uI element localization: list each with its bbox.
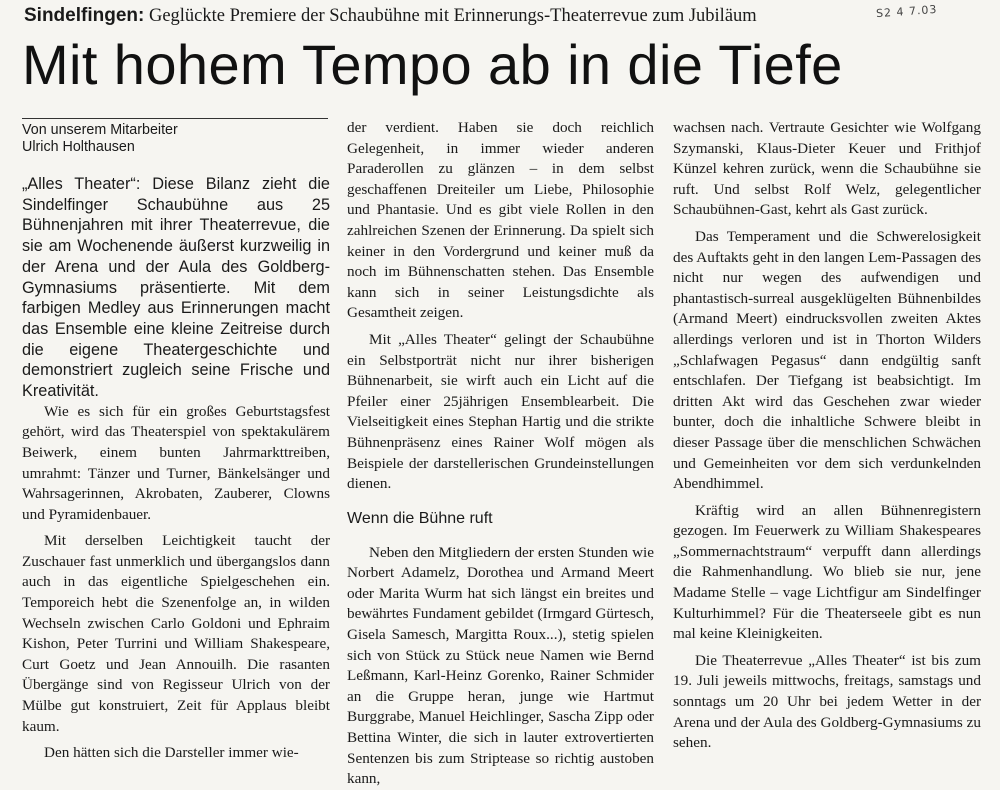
col3-paragraph-1: wachsen nach. Vertraute Gesichter wie Wolfgang Szymanski, Klaus-Dieter Keuer und Frithjof Künzel kehren zurück, wenn die Schaubühne sie ruft. Und selbst Rolf Welz, gelegentlicher Schaubühnen-Gast, kehrt als Gast zurück. — [673, 119, 981, 219]
lead-paragraph: „Alles Theater“: Diese Bilanz zieht die Sindelfinger Schaubühne aus 25 Bühnenjahren mit ihrer Theaterrevue, die sie am Wochenende äußerst kurzweilig in der Arena und der Aula des Goldberg-Gymnasiums präsentierte. Mit dem farbigen Medley aus Erinnerungen macht das Ensemble eine kleine Zeitreise durch die eigene Theatergeschichte und demonstriert zugleich seine Frische und Kreativität. — [22, 175, 330, 401]
kicker-line — [24, 4, 984, 28]
handwritten-note: S2 4 7.03 — [875, 2, 938, 21]
col3-paragraph-3: Kräftig wird an allen Bühnenregistern gezogen. Im Feuerwerk zu William Shakespeares „Sommernachtstraum“ verpufft dann allerdings die Rahmenhandlung. Wo blieb sie nur, jene Madame Stelle – vage Lichtfigur am Sindelfinger Kulturhimmel? Für die Theaterseele gibt es nun mal keine Kleinigkeiten. — [673, 501, 981, 643]
subheading: Wenn die Bühne ruft — [347, 509, 493, 527]
kicker-text: Geglückte Premiere der Schaubühne mit Erinnerungs-Theaterrevue zum Jubiläum — [148, 6, 757, 26]
col3-paragraph-4: Die Theaterrevue „Alles Theater“ ist bis zum 19. Juli jeweils mittwochs, freitags, samstags und sonntags um 20 Uhr bei jedem Wetter in der Arena und der Aula des Goldberg-Gymnasiums zu sehen. — [673, 651, 981, 752]
byline-rule — [22, 118, 328, 119]
col2-paragraph-3: Neben den Mitgliedern der ersten Stunden wie Norbert Adamelz, Dorothea und Armand Meert oder Marita Wurm hat sich längst ein breites und bewährtes Fundament gebildet (Irmgard Gürtesch, Gisela Samesch, Margitta Roux...), stetig spielen sich von Stück zu Stück neue Namen wie Bernd Leßmann, Karl-Heinz Gorenko, Rainer Schmider an die Gruppe heran, junge wie Hartmut Burggrabe, Manuel Heichlinger, Sascha Zipp oder Bettina Winter, die sich in lauter extrovertierten Sentenzen bis zum Striptease so richtig austoben kann, — [347, 543, 654, 788]
col2-paragraph-1: der verdient. Haben sie doch reichlich Gelegenheit, in immer wieder anderen Paraderollen zu glänzen – in dem selbst geschaffenen Dreiteiler um Liebe, Philosophie und Phantasie. Und es gibt viele Rollen in den zahlreichen Szenen der Erinnerung. Da spielt sich keiner in den Vordergrund und keiner muß da noch im Bühnenschatten stehen. Das Ensemble kann sich in seiner Leistungsdichte als Gesamtheit zeigen. — [347, 119, 654, 322]
col2-paragraph-2: Mit „Alles Theater“ gelingt der Schaubühne ein Selbstporträt nicht nur ihrer bisherigen Bühnenarbeit, sie wirft auch ein Licht auf die Pfeiler einer 25jährigen Ensemblearbeit. Die Vielseitigkeit eines Stephan Hartig und die strikte Bühnenpräsenz eines Rainer Wolf mögen als Beispiele der darstellerischen Grundeinstellungen dienen. — [347, 330, 654, 493]
column-2 — [347, 118, 654, 790]
column-3 — [673, 118, 981, 754]
headline: Mit hohem Tempo ab in die Tiefe — [22, 33, 843, 96]
col1-paragraph-2: Mit derselben Leichtigkeit taucht der Zuschauer fast unmerklich und übergangslos dann auch in das eigentliche Spielgeschehen ein. Temporeich hebt die Szenenfolge an, in wilden Wechseln zwischen Carlo Goldoni und Ephraim Kishon, Peter Turrini und William Shakespeare, Curt Goetz und Jean Annouilh. Die rasanten Übergänge sind von Regisseur Ulrich von der Mülbe gut konstruiert, Zeit für Applaus bleibt kaum. — [22, 532, 330, 735]
byline — [22, 122, 330, 156]
column-1 — [22, 118, 330, 764]
byline-author: Ulrich Holthausen — [22, 139, 135, 155]
col3-paragraph-2: Das Temperament und die Schwerelosigkeit des Auftakts geht in den langen Lem-Passagen des nicht nur wegen des aufwendigen und phantastisch-surreal ausgeklügelten Bühnenbildes (Armand Meert) eindrucksvollen zweiten Aktes allerdings verloren und ist in Thorton Wilders „Schlafwagen Pegasus“ dann endgültig sanft entschlafen. Der Tiefgang ist beabsichtigt. Im dritten Akt wird das Geschehen zwar wieder bunter, doch die inhaltliche Schwere bleibt in dieser Passage über die menschlichen Schwächen und Gemeinheiten vor dem sich verdunkelnden Abendhimmel. — [673, 227, 981, 493]
col1-paragraph-3: Den hätten sich die Darsteller immer wie- — [44, 744, 299, 762]
byline-line-1: Von unserem Mitarbeiter — [22, 122, 178, 138]
kicker-place: Sindelfingen: — [24, 5, 145, 26]
col1-paragraph-1: Wie es sich für ein großes Geburtstagsfest gehört, wird das Theaterspiel von spektakulärem Beiwerk, einem bunten Jahrmarkttreiben, umrahmt: Tänzer und Turner, Bänkelsänger und Wahrsagerinnen, Akrobaten, Zauberer, Clowns und Pyramidenbauer. — [22, 402, 330, 523]
